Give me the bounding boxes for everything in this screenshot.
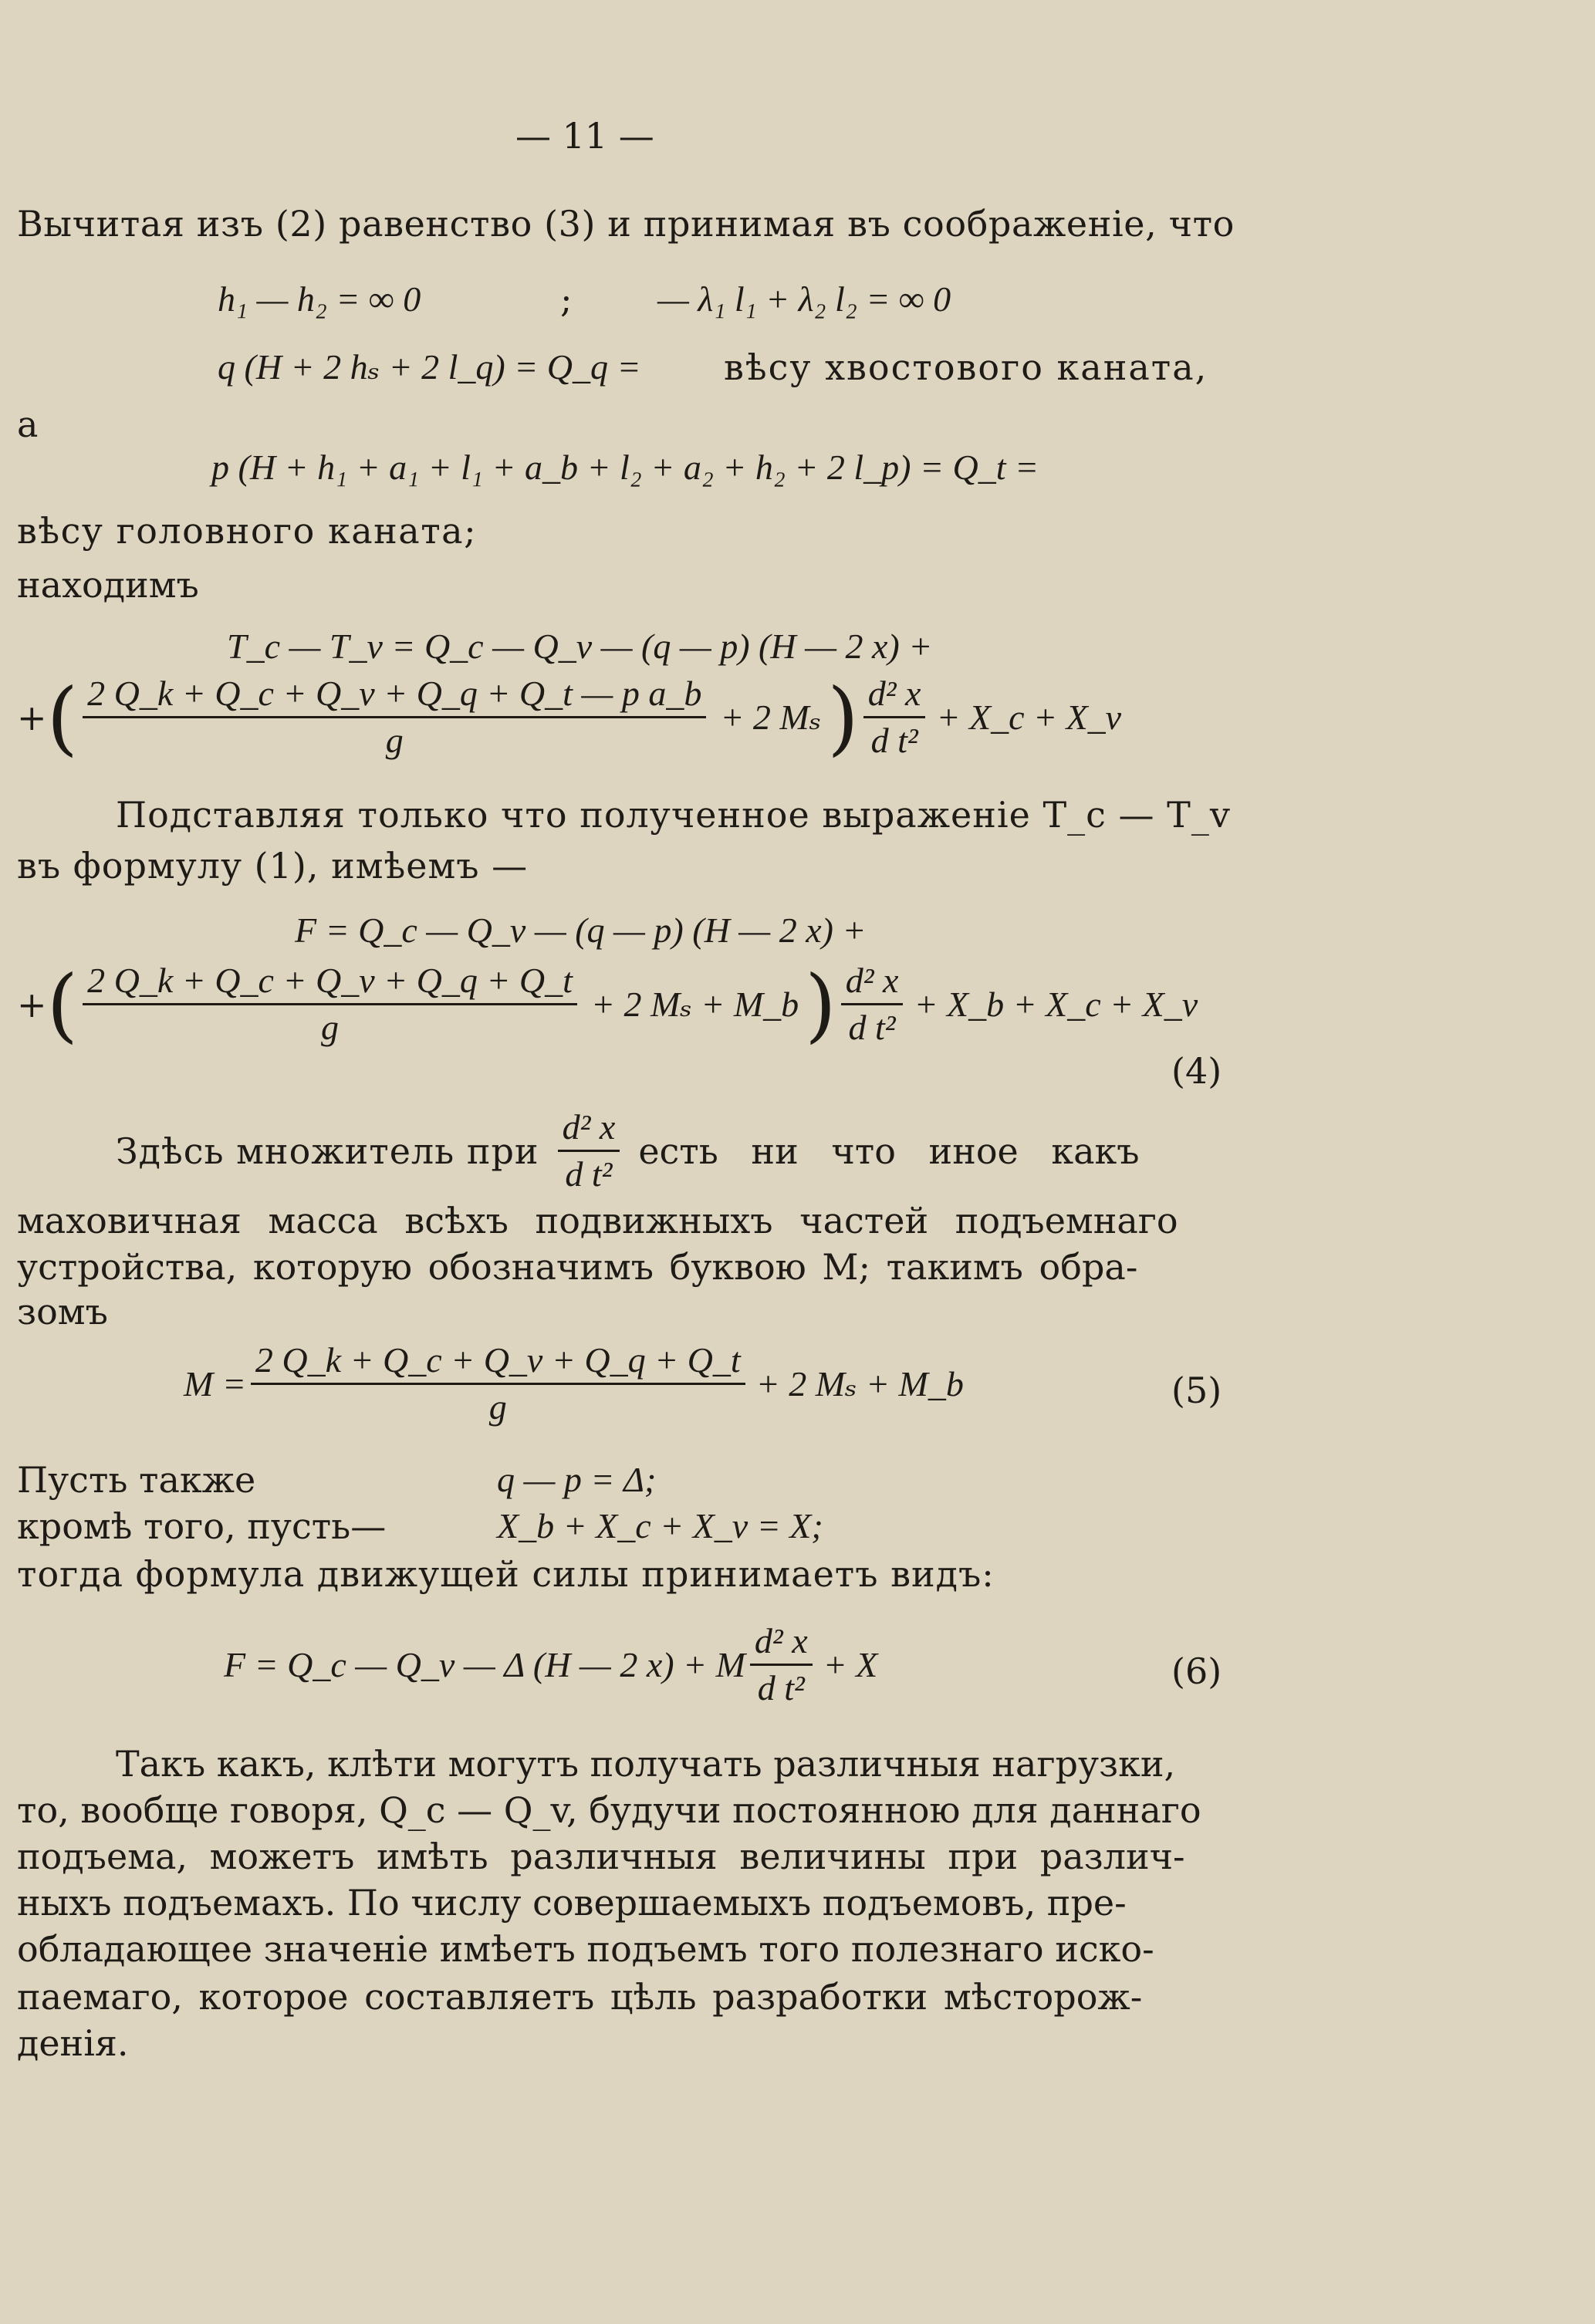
fraction-denominator: d t² — [870, 721, 918, 760]
paragraph-line: подъема, можетъ имѣть различныя величины при различ- — [17, 1836, 1185, 1877]
fraction-numerator: d² x — [863, 673, 926, 718]
paragraph-line: паемаго, которое составляетъ цѣль разработки мѣсторож- — [17, 1976, 1143, 2018]
equation-term: + 2 Mₛ + M_b — [590, 984, 799, 1024]
equation-let2: X_b + X_c + X_v = X; — [497, 1506, 823, 1545]
paragraph-line: Подставляя только что полученное выраженiе T_c — T_v — [116, 794, 1231, 836]
equation-term: + 2 Mₛ + M_b — [755, 1363, 964, 1404]
paragraph-line: зомъ — [17, 1291, 108, 1333]
fraction-denominator: d t² — [848, 1008, 896, 1047]
fraction-numerator: 2 Q_k + Q_c + Q_v + Q_q + Q_t — [251, 1339, 745, 1385]
fraction-numerator: d² x — [750, 1620, 813, 1666]
fraction-d2x-dt2 — [841, 960, 904, 1049]
fraction — [83, 960, 577, 1049]
fraction-numerator: 2 Q_k + Q_c + Q_v + Q_q + Q_t — p a_b — [83, 673, 706, 718]
plus-sign: + — [17, 983, 47, 1025]
paragraph-line: вѣсу головного каната; — [17, 510, 478, 552]
fraction-denominator: g — [321, 1008, 340, 1047]
equation-p: p (H + h₁ + a₁ + l₁ + a_b + l₂ + a₂ + h₂ + 2 l_p) = Q_t = — [211, 448, 1039, 487]
equation-lambda: — λ₁ l₁ + λ₂ l₂ = ∞ 0 — [657, 279, 951, 319]
equation-6 — [224, 1620, 877, 1709]
fraction-numerator: d² x — [841, 960, 904, 1005]
paragraph-line: кромѣ того, пусть— — [17, 1505, 387, 1547]
text-run: есть ни что иное какъ — [638, 1130, 1140, 1172]
paragraph-line: устройства, которую обозначимъ буквою M; такимъ обра- — [17, 1246, 1138, 1288]
fraction-d2x-dt2 — [750, 1620, 813, 1709]
paragraph-line: Пусть также — [17, 1459, 256, 1501]
fraction-numerator: 2 Q_k + Q_c + Q_v + Q_q + Q_t — [83, 960, 577, 1005]
equation-let1: q — p = Δ; — [497, 1460, 657, 1499]
fraction-denominator: d t² — [565, 1154, 613, 1194]
equation-number: (5) — [1171, 1370, 1222, 1411]
paragraph-line: тогда формула движущей силы принимаетъ видъ: — [17, 1553, 995, 1595]
equation-tc-line2: + ( $\frac{\text{2 Q\_k + Q\_c + Q\_v + Q\_q + Q\_t — p a\_b}}{g}$ + 2 Mₛ ) $\frac{\text{d² x}}{\text{d t²}}$ + X_c + X_v — [17, 670, 1122, 765]
equation-term: + X_b + X_c + X_v — [914, 984, 1198, 1024]
fraction-denominator: g — [385, 721, 404, 760]
equation-term: + X_c + X_v — [936, 697, 1122, 737]
equation-term: + X — [823, 1644, 878, 1684]
fraction-denominator: d t² — [757, 1668, 805, 1708]
paragraph-line: то, вообще говоря, Q_c — Q_v, будучи постоянною для даннаго — [17, 1789, 1201, 1831]
page-number: — 11 — — [515, 115, 654, 157]
equation-4-line2: + ( $\frac{2 Q\_k + Q\_c + Q\_v + Q\_q + Q\_t}{g}$ + 2 Mₛ + M_b ) $\frac{\text{d² x}}{\text{d t²}}$ + X_b + X_c + X_v — [17, 957, 1198, 1052]
fraction-numerator: d² x — [558, 1106, 620, 1152]
equation-q-text: вѣсу хвостового каната, — [724, 346, 1208, 388]
paragraph-line: Такъ какъ, клѣти могутъ получать различныя нагрузки, — [116, 1743, 1176, 1785]
equation-h — [218, 278, 421, 321]
fraction-denominator: g — [488, 1387, 507, 1427]
equation-number: (6) — [1171, 1650, 1222, 1692]
paragraph-line: въ формулу (1), имѣемъ — — [17, 845, 529, 887]
paragraph-line: ныхъ подъемахъ. По числу совершаемыхъ подъемовъ, пре- — [17, 1882, 1127, 1924]
equation-5 — [184, 1339, 964, 1428]
equation-separator: ; — [560, 279, 573, 320]
paragraph-line: Вычитая изъ (2) равенство (3) и принимая въ соображенiе, что — [17, 203, 1235, 245]
equation-h-lhs: h₁ — h₂ = ∞ 0 — [218, 279, 421, 319]
fraction-d2x-dt2 — [558, 1106, 620, 1195]
equation-term: + 2 Mₛ — [720, 697, 822, 737]
equation-q: q (H + 2 hₛ + 2 l_q) = Q_q = — [218, 347, 641, 387]
plus-sign: + — [17, 696, 47, 738]
paragraph-line: находимъ — [17, 564, 199, 606]
fraction-d2x-dt2 — [863, 673, 926, 762]
equation-lhs: M = — [184, 1363, 246, 1404]
text-run: Здѣсь множитель при — [116, 1130, 539, 1172]
paragraph-line: денiя. — [17, 2022, 129, 2064]
paragraph-line — [116, 1106, 1140, 1195]
fraction — [83, 673, 706, 762]
paragraph-line: маховичная масса всѣхъ подвижныхъ частей подъемнаго — [17, 1200, 1178, 1241]
equation-4-line1: F = Q_c — Q_v — (q — p) (H — 2 x) + — [295, 910, 867, 950]
equation-number: (4) — [1171, 1050, 1222, 1092]
fraction — [251, 1339, 745, 1428]
equation-tc-line1: T_c — T_v = Q_c — Q_v — (q — p) (H — 2 x) + — [227, 627, 933, 666]
paragraph-line: обладающее значенiе имѣетъ подъемъ того полезнаго иско- — [17, 1928, 1154, 1970]
equation-lhs: F = Q_c — Q_v — Δ (H — 2 x) + M — [224, 1644, 745, 1684]
word-a: а — [17, 404, 39, 445]
